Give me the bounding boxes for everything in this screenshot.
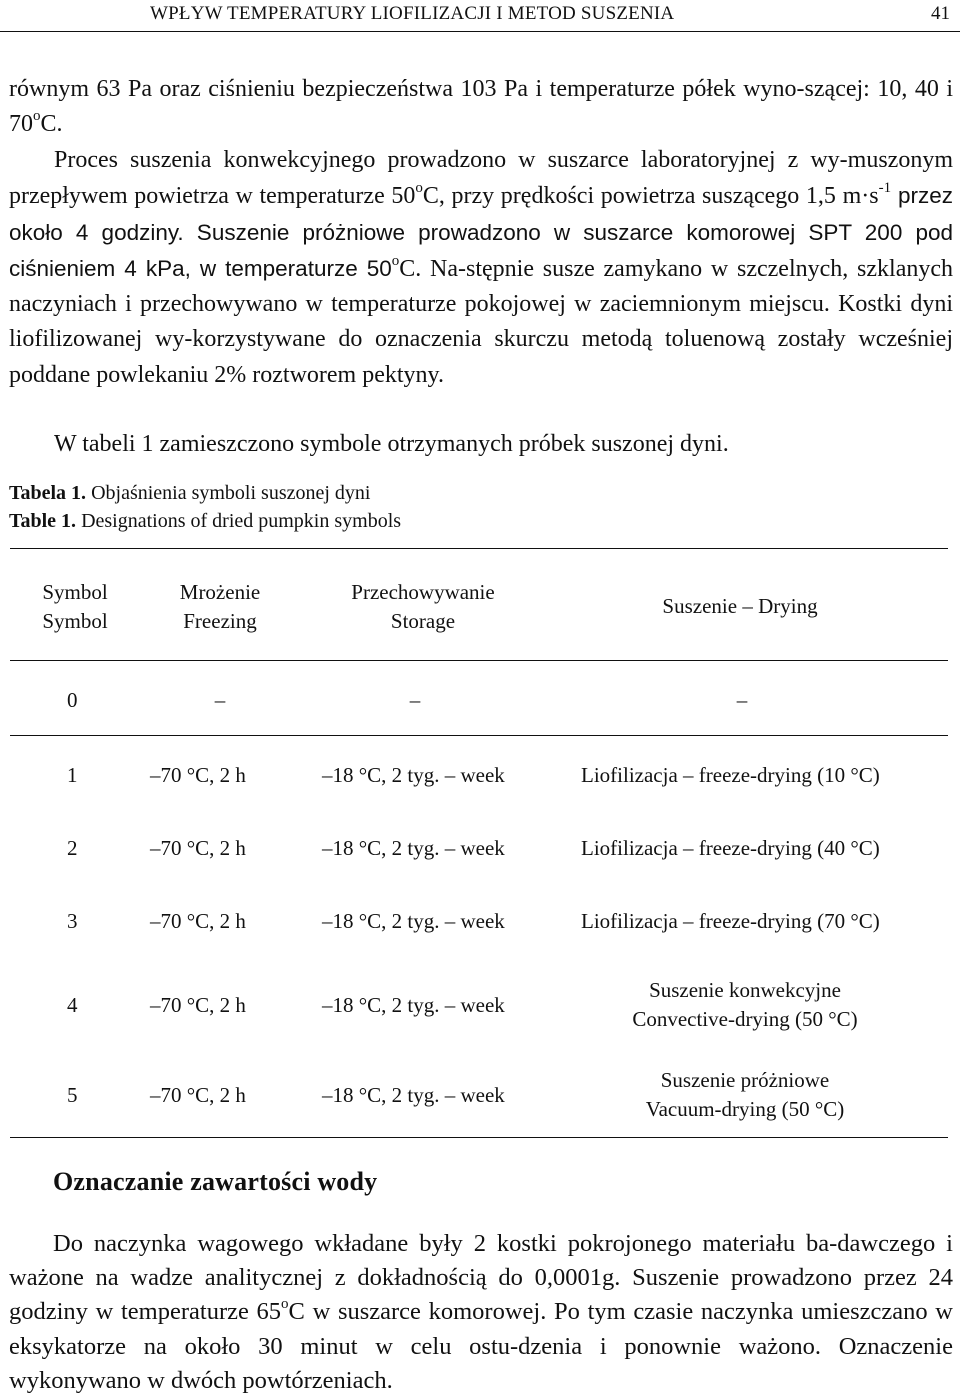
row2-storage: –18 °C, 2 tyg. – week [322,836,505,860]
paragraph-3-text: W tabeli 1 zamieszczono symbole otrzymanych próbek suszonej dyni. [54,431,729,457]
row1-freezing: –70 °C, 2 h [150,763,246,787]
row1-symbol: 1 [67,763,78,787]
degree-superscript: o [415,180,423,197]
row4-drying-en: Convective-drying (50 °C) [632,1007,858,1031]
row0-freezing: – [214,688,226,712]
header-storage-pl: Przechowywanie [351,580,495,604]
row4-freezing: –70 °C, 2 h [150,993,246,1017]
paragraph-2-text-b: C, przy prędkości powietrza suszącego 1,5 m·s [422,183,879,210]
paragraph-2-text-d: C. Na-stępnie susze zamykano w szczelnych, szklanych naczyniach i przechowywano w temperaturze pokojowej w zaciemnionym miejscu. Kostki dyni liofilizowanej wy-korzystywane do oznaczenia skurczu metodą toluenową zostały wcześniej poddane powlekaniu 2% roztworem pektyny. [9,255,954,388]
table-caption-pl-text: Objaśnienia symboli suszonej dyni [86,482,371,504]
row3-drying: Liofilizacja – freeze-drying (70 °C) [581,909,880,933]
paragraph-1-text-b: C. [40,111,63,138]
row3-storage: –18 °C, 2 tyg. – week [322,909,505,933]
row2-freezing: –70 °C, 2 h [150,836,246,860]
header-bottom-rule [10,660,948,661]
running-title: WPŁYW TEMPERATURY LIOFILIZACJI I METOD SUSZENIA [150,3,675,24]
header-drying: Suszenie – Drying [662,594,818,618]
row0-drying: – [736,688,748,712]
paragraph-2 [9,143,953,393]
degree-superscript: o [33,108,41,125]
table-caption-en-text: Designations of dried pumpkin symbols [76,510,402,532]
header-freezing-pl: Mrożenie [179,580,261,604]
paragraph-1-text-a: równym 63 Pa oraz ciśnieniu bezpieczeństwa 103 Pa i temperaturze półek wyno-szącej: 10, 40 i 70 [9,76,953,138]
row5-drying [600,1066,890,1124]
row5-symbol: 5 [67,1083,78,1107]
paragraph-2-text-c: przez około 4 godziny. Suszenie próżniowe prowadzono w suszarce komorowej SPT 200 pod ciśnieniem 4 kPa, w temperaturze 50 [9,183,953,281]
header-storage-en: Storage [390,609,456,633]
row4-storage: –18 °C, 2 tyg. – week [322,993,505,1017]
row4-drying-pl: Suszenie konwekcyjne [649,978,841,1002]
degree-superscript: o [391,252,400,269]
row5-storage: –18 °C, 2 tyg. – week [322,1083,505,1107]
section-paragraph [9,1227,953,1398]
row5-drying-pl: Suszenie próżniowe [660,1068,830,1092]
row4-drying [600,976,890,1034]
paragraph-1 [9,72,953,143]
row4-symbol: 4 [67,993,78,1017]
row5-freezing: –70 °C, 2 h [150,1083,246,1107]
row0-bottom-rule [10,735,948,736]
table-caption-en-label: Table 1. [9,510,77,532]
page-number: 41 [931,3,950,24]
row0-storage: – [409,688,421,712]
table-top-rule [10,548,948,549]
degree-superscript: o [281,1296,289,1313]
row5-drying-en: Vacuum-drying (50 °C) [645,1097,845,1121]
table-caption-pl [9,480,370,506]
header-symbol-en: Symbol [42,609,108,633]
section-heading: Oznaczanie zawartości wody [53,1167,378,1196]
header-freezing-en: Freezing [183,609,257,633]
row1-drying: Liofilizacja – freeze-drying (10 °C) [581,763,880,787]
row2-drying: Liofilizacja – freeze-drying (40 °C) [581,836,880,860]
section-paragraph-text-a: Do naczynka wagowego wkładane były 2 kostki pokrojonego materiału ba-dawczego i ważone na wadze analitycznej z dokładnością do 0,0001g. Suszenie prowadzono przez 24 godziny w temperaturze 65 [9,1230,953,1326]
table-caption-pl-label: Tabela 1. [9,482,87,504]
running-header [0,0,960,32]
paragraph-2-text-a: Proces suszenia konwekcyjnego prowadzono w suszarce laboratoryjnej z wy-muszonym przepływem powietrza w temperaturze 50 [9,147,953,210]
header-storage [318,578,528,636]
paragraph-3 [9,427,953,462]
exponent-superscript: -1 [878,180,892,197]
row0-symbol: 0 [67,688,78,712]
table-bottom-rule [10,1137,948,1138]
row2-symbol: 2 [67,836,78,860]
header-freezing [150,578,290,636]
row3-freezing: –70 °C, 2 h [150,909,246,933]
table-caption-en [9,508,401,534]
section-paragraph-text-b: C w suszarce komorowej. Po tym czasie naczynka umieszczano w eksykatorze na około 30 minut w celu ostu-dzenia i ponownie ważono. Oznaczenie wykonywano w dwóch powtórzeniach. [9,1298,953,1394]
header-symbol [25,578,125,636]
header-symbol-pl: Symbol [42,580,108,604]
row1-storage: –18 °C, 2 tyg. – week [322,763,505,787]
row3-symbol: 3 [67,909,78,933]
